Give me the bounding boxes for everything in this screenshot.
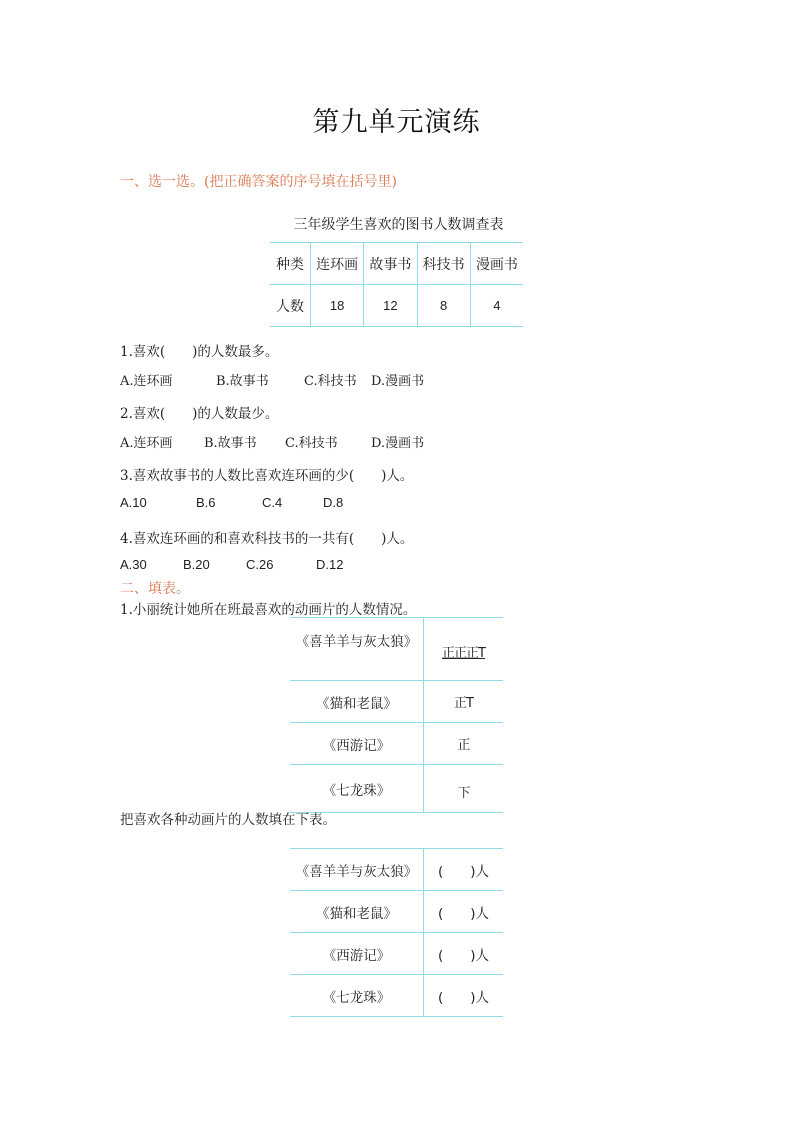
answer-blank[interactable]: ( )人 <box>424 933 504 975</box>
survey-table <box>270 242 523 327</box>
count-cell: 18 <box>311 285 364 327</box>
cartoon-name: 《七龙珠》 <box>290 975 424 1017</box>
tally-row <box>290 765 503 813</box>
tally-table <box>290 617 503 813</box>
question-2-option-d[interactable]: D.漫画书 <box>371 436 425 451</box>
cartoon-name: 《西游记》 <box>290 723 424 765</box>
question-2-option-c[interactable]: C.科技书 <box>285 436 338 451</box>
page-title: 第九单元演练 <box>312 107 481 138</box>
tally-marks <box>424 618 504 681</box>
cartoon-name: 《喜羊羊与灰太狼》 <box>290 849 424 891</box>
count-cell: 4 <box>470 285 523 327</box>
section-2-intro: 1.小丽统计她所在班最喜欢的动画片的人数情况。 <box>120 602 417 618</box>
question-4-option-c[interactable]: C.26 <box>246 557 274 572</box>
tally-marks <box>424 681 504 723</box>
category-cell: 科技书 <box>417 243 470 285</box>
section-2-instruction: 把喜欢各种动画片的人数填在下表。 <box>120 812 336 828</box>
question-2-stem: 2.喜欢( )的人数最少。 <box>120 406 279 422</box>
cartoon-name: 《七龙珠》 <box>290 765 424 813</box>
answer-table <box>290 848 503 1017</box>
tally-value: 正T <box>454 696 473 711</box>
question-1-option-d[interactable]: D.漫画书 <box>371 374 425 389</box>
question-3-option-c[interactable]: C.4 <box>262 495 283 510</box>
question-4-stem: 4.喜欢连环画的和喜欢科技书的一共有( )人。 <box>120 531 414 547</box>
count-cell: 12 <box>364 285 417 327</box>
tally-value: 正正正T <box>442 646 485 661</box>
question-4-option-b[interactable]: B.20 <box>183 557 210 572</box>
survey-table-row-counts <box>270 285 523 327</box>
row-header-count: 人数 <box>270 285 311 327</box>
question-2-option-b[interactable]: B.故事书 <box>204 436 257 451</box>
count-cell: 8 <box>417 285 470 327</box>
cartoon-name: 《西游记》 <box>290 933 424 975</box>
section-1-heading: 一、选一选。(把正确答案的序号填在括号里) <box>120 174 397 190</box>
answer-blank[interactable]: ( )人 <box>424 975 504 1017</box>
question-4-option-d[interactable]: D.12 <box>316 557 344 572</box>
tally-marks <box>424 723 504 765</box>
question-1-option-c[interactable]: C.科技书 <box>304 374 357 389</box>
category-cell: 连环画 <box>311 243 364 285</box>
question-4-option-a[interactable]: A.30 <box>120 557 147 572</box>
survey-table-caption: 三年级学生喜欢的图书人数调查表 <box>293 217 504 233</box>
tally-row <box>290 618 503 681</box>
section-2-heading: 二、填表。 <box>120 581 190 597</box>
question-3-option-b[interactable]: B.6 <box>196 495 216 510</box>
question-2-option-a[interactable]: A.连环画 <box>120 436 173 451</box>
question-3-option-d[interactable]: D.8 <box>323 495 344 510</box>
question-1-option-a[interactable]: A.连环画 <box>120 374 173 389</box>
cartoon-name: 《猫和老鼠》 <box>290 891 424 933</box>
answer-row <box>290 975 503 1017</box>
cartoon-name: 《喜羊羊与灰太狼》 <box>290 618 424 681</box>
question-1-stem: 1.喜欢( )的人数最多。 <box>120 344 279 360</box>
row-header-category: 种类 <box>270 243 311 285</box>
answer-row <box>290 891 503 933</box>
answer-blank[interactable]: ( )人 <box>424 891 504 933</box>
question-1-option-b[interactable]: B.故事书 <box>216 374 269 389</box>
answer-row <box>290 933 503 975</box>
cartoon-name: 《猫和老鼠》 <box>290 681 424 723</box>
tally-row <box>290 681 503 723</box>
survey-table-row-categories <box>270 243 523 285</box>
question-3-stem: 3.喜欢故事书的人数比喜欢连环画的少( )人。 <box>120 468 414 484</box>
tally-row <box>290 723 503 765</box>
question-3-option-a[interactable]: A.10 <box>120 495 147 510</box>
answer-row <box>290 849 503 891</box>
tally-value: 正 <box>457 738 470 753</box>
category-cell: 故事书 <box>364 243 417 285</box>
category-cell: 漫画书 <box>470 243 523 285</box>
answer-blank[interactable]: ( )人 <box>424 849 504 891</box>
tally-marks <box>424 765 504 813</box>
tally-value: 下 <box>457 786 470 801</box>
